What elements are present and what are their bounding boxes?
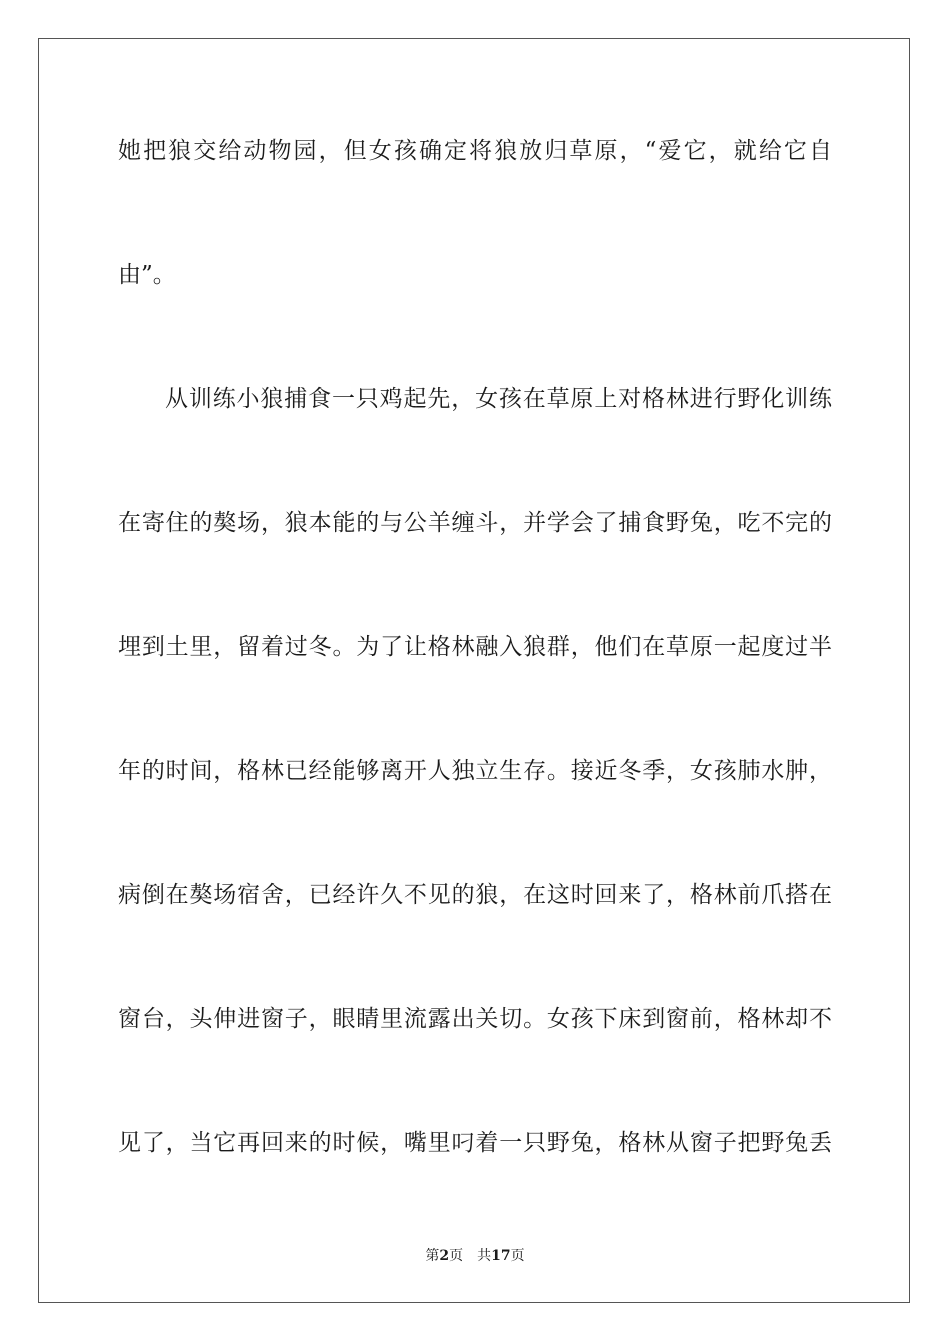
- body-line-8: 窗台，头伸进窗子，眼睛里流露出关切。女孩下床到窗前，格林却不: [118, 1006, 832, 1032]
- body-line-4: 在寄住的獒场，狼本能的与公羊缠斗，并学会了捕食野兔，吃不完的: [118, 510, 832, 536]
- total-suffix: 页: [510, 1248, 525, 1264]
- body-line-2: 由”。: [118, 262, 176, 288]
- total-pages: 17: [491, 1248, 511, 1264]
- body-line-1: 她把狼交给动物园，但女孩确定将狼放归草原，“爱它，就给它自: [118, 138, 832, 164]
- page-footer: [0, 1247, 950, 1265]
- body-line-5: 埋到土里，留着过冬。为了让格林融入狼群，他们在草原一起度过半: [118, 634, 832, 660]
- page-suffix: 页: [449, 1248, 464, 1264]
- page-border: [38, 38, 910, 1303]
- body-line-9: 见了，当它再回来的时候，嘴里叼着一只野兔，格林从窗子把野兔丢: [118, 1130, 832, 1156]
- total-prefix: 共: [477, 1248, 492, 1264]
- page-prefix: 第: [425, 1248, 440, 1264]
- body-line-3: 从训练小狼捕食一只鸡起先，女孩在草原上对格林进行野化训练: [165, 386, 832, 412]
- body-line-7: 病倒在獒场宿舍，已经许久不见的狼，在这时回来了，格林前爪搭在: [118, 882, 832, 908]
- body-line-6: 年的时间，格林已经能够离开人独立生存。接近冬季，女孩肺水肿，: [118, 758, 832, 784]
- page-number: 2: [439, 1248, 450, 1264]
